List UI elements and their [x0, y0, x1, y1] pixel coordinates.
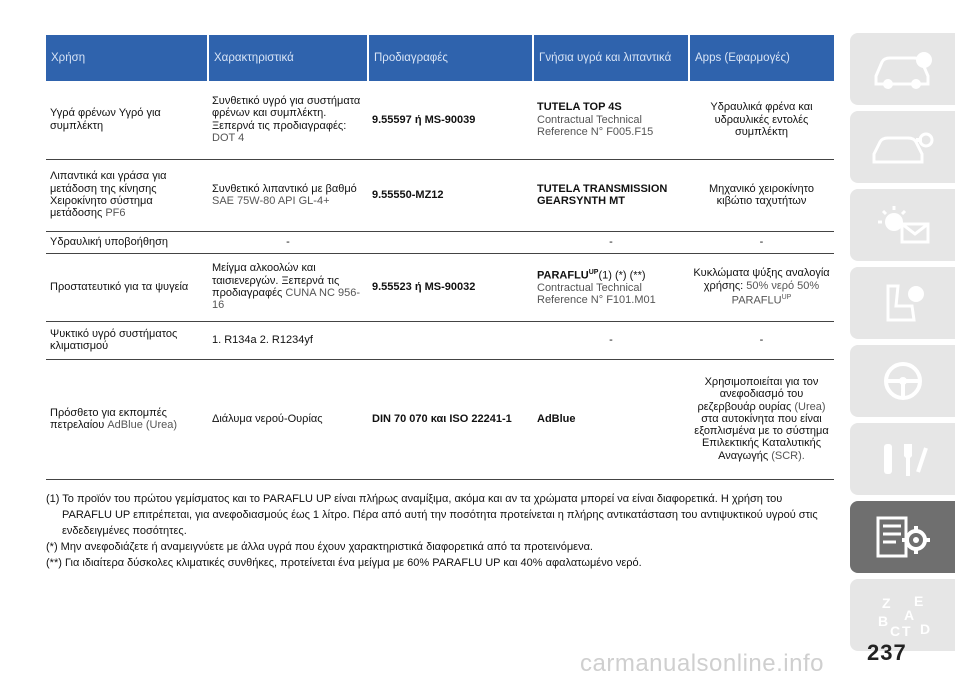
cell-genuine-fluids: TUTELA TRANSMISSION GEARSYNTH MT	[533, 159, 689, 231]
cell-characteristics: Συνθετικό υγρό για συστήματα φρένων και συμπλέκτη. Ξεπερνά τις προδιαγραφές: DOT 4	[208, 81, 368, 159]
watermark-text: carmanualsonline.info	[580, 650, 824, 677]
cell-characteristics: -	[208, 231, 368, 253]
cell-apps: Υδραυλικά φρένα και υδραυλικές εντολές συμπλέκτη	[689, 81, 834, 159]
service-tools-icon	[868, 436, 938, 482]
cell-specifications: 9.55550-MZ12	[368, 159, 533, 231]
table-row	[46, 231, 834, 253]
footnote-double-star: (**) Για ιδιαίτερα δύσκολες κλιματικές συνθήκες, προτείνεται ένα μείγμα με 60% PARAFLU UP και 40% αφαλατωμένο νερό.	[46, 557, 642, 569]
footnote-star: (*) Μην ανεφοδιάζετε ή αναμειγνύετε με άλλα υγρά που έχουν χαρακτηριστικά διαφορετικά από τα προτεινόμενα.	[46, 541, 593, 553]
cell-genuine-fluids: TUTELA TOP 4S Contractual Technical Reference N° F005.F15	[533, 81, 689, 159]
cell-apps: -	[689, 321, 834, 359]
header-usage: Χρήση	[46, 35, 208, 81]
tab-warning-lights[interactable]	[850, 189, 955, 261]
table-header-row	[46, 35, 834, 81]
cell-specifications	[368, 231, 533, 253]
tab-vehicle-info[interactable]	[850, 33, 955, 105]
cell-genuine-fluids: -	[533, 231, 689, 253]
specs-gear-icon	[868, 512, 938, 562]
header-specifications: Προδιαγραφές	[368, 35, 533, 81]
page-number: 237	[867, 640, 907, 665]
car-info-icon	[868, 46, 938, 92]
chapter-tabs	[850, 33, 960, 657]
cell-characteristics: 1. R134a 2. R1234yf	[208, 321, 368, 359]
index-letters-icon	[868, 590, 938, 640]
steering-wheel-icon	[868, 358, 938, 404]
svg-text:D: D	[919, 621, 930, 637]
tab-key-locks[interactable]	[850, 111, 955, 183]
cell-specifications: 9.55597 ή MS-90039	[368, 81, 533, 159]
svg-text:E: E	[913, 593, 923, 609]
cell-usage: Λιπαντικά και γράσα για μετάδοση της κίνησης Χειροκίνητο σύστημα μετάδοσης PF6	[46, 159, 208, 231]
tab-emergency[interactable]	[850, 423, 955, 495]
header-characteristics: Χαρακτηριστικά	[208, 35, 368, 81]
cell-characteristics: Μείγμα αλκοολών και ταισιενεργών. Ξεπερνά τις προδιαγραφές CUNA NC 956-16	[208, 253, 368, 321]
cell-apps: -	[689, 231, 834, 253]
header-apps: Apps (Εφαρμογές)	[689, 35, 834, 81]
cell-genuine-fluids: AdBlue	[533, 359, 689, 479]
airbag-seat-icon	[868, 280, 938, 326]
car-key-icon	[868, 124, 938, 170]
svg-text:B: B	[877, 613, 888, 629]
table-row	[46, 159, 834, 231]
cell-apps: Μηχανικό χειροκίνητο κιβώτιο ταχυτήτων	[689, 159, 834, 231]
svg-text:Z: Z	[881, 595, 891, 611]
cell-characteristics: Διάλυμα νερού-Ουρίας	[208, 359, 368, 479]
cell-usage: Υδραυλική υποβοήθηση	[46, 231, 208, 253]
cell-usage: Ψυκτικό υγρό συστήματος κλιματισμού	[46, 321, 208, 359]
footnotes	[46, 491, 836, 571]
cell-usage: Πρόσθετο για εκπομπές πετρελαίου AdBlue (Urea)	[46, 359, 208, 479]
fluids-table-wrap	[46, 35, 834, 480]
footnote-1: (1) Το προϊόν του πρώτου γεμίσματος και το PARAFLU UP είναι πλήρως αναμίξιμα, ακόμα και αν τα χρώματα μπορεί να είναι διαφορετικά. Η χρήση του	[46, 493, 783, 505]
cell-genuine-fluids: -	[533, 321, 689, 359]
svg-text:T: T	[901, 623, 911, 639]
tab-driving[interactable]	[850, 345, 955, 417]
cell-apps: Χρησιμοποιείται για τον ανεφοδιασμό του ρεζερβουάρ ουρίας (Urea) στα αυτοκίνητα που είναι εξοπλισμένα με το σύστημα Επιλεκτικής Καταλυτικής Αναγωγής (SCR).	[689, 359, 834, 479]
cell-usage: Υγρά φρένων Υγρό για συμπλέκτη	[46, 81, 208, 159]
tab-technical-data[interactable]	[850, 501, 955, 573]
cell-genuine-fluids: $PARAFLU^{UP}(1)$ (*) (**) Contractual Technical Reference N° F101.M01	[533, 253, 689, 321]
header-genuine-fluids: Γνήσια υγρά και λιπαντικά	[533, 35, 689, 81]
cell-usage: Προστατευτικό για τα ψυγεία	[46, 253, 208, 321]
tab-safety[interactable]	[850, 267, 955, 339]
cell-characteristics: Συνθετικό λιπαντικό με βαθμό SAE 75W-80 API GL-4+	[208, 159, 368, 231]
table-row	[46, 359, 834, 479]
table-row	[46, 81, 834, 159]
cell-specifications	[368, 321, 533, 359]
cell-specifications: 9.55523 ή MS-90032	[368, 253, 533, 321]
table-row	[46, 253, 834, 321]
svg-text:C: C	[889, 623, 900, 639]
cell-specifications: DIN 70 070 και ISO 22241-1	[368, 359, 533, 479]
svg-text:A: A	[903, 607, 914, 623]
table-row	[46, 321, 834, 359]
warning-lights-icon	[868, 202, 938, 248]
fluids-table	[46, 35, 834, 480]
footnote-1-cont: PARAFLU UP επιτρέπεται, για ανεφοδιασμούς έως 1 λίτρο. Πέρα από αυτή την ποσότητα προτείνεται η πλήρης αντικατάσταση του αντιψυκτικού υγρού στις ενδεδειγμένες ποσότητες.	[62, 509, 818, 537]
cell-apps: Κυκλώματα ψύξης αναλογία χρήσης: 50% νερό 50% $PARAFLU^{UP}$	[689, 253, 834, 321]
